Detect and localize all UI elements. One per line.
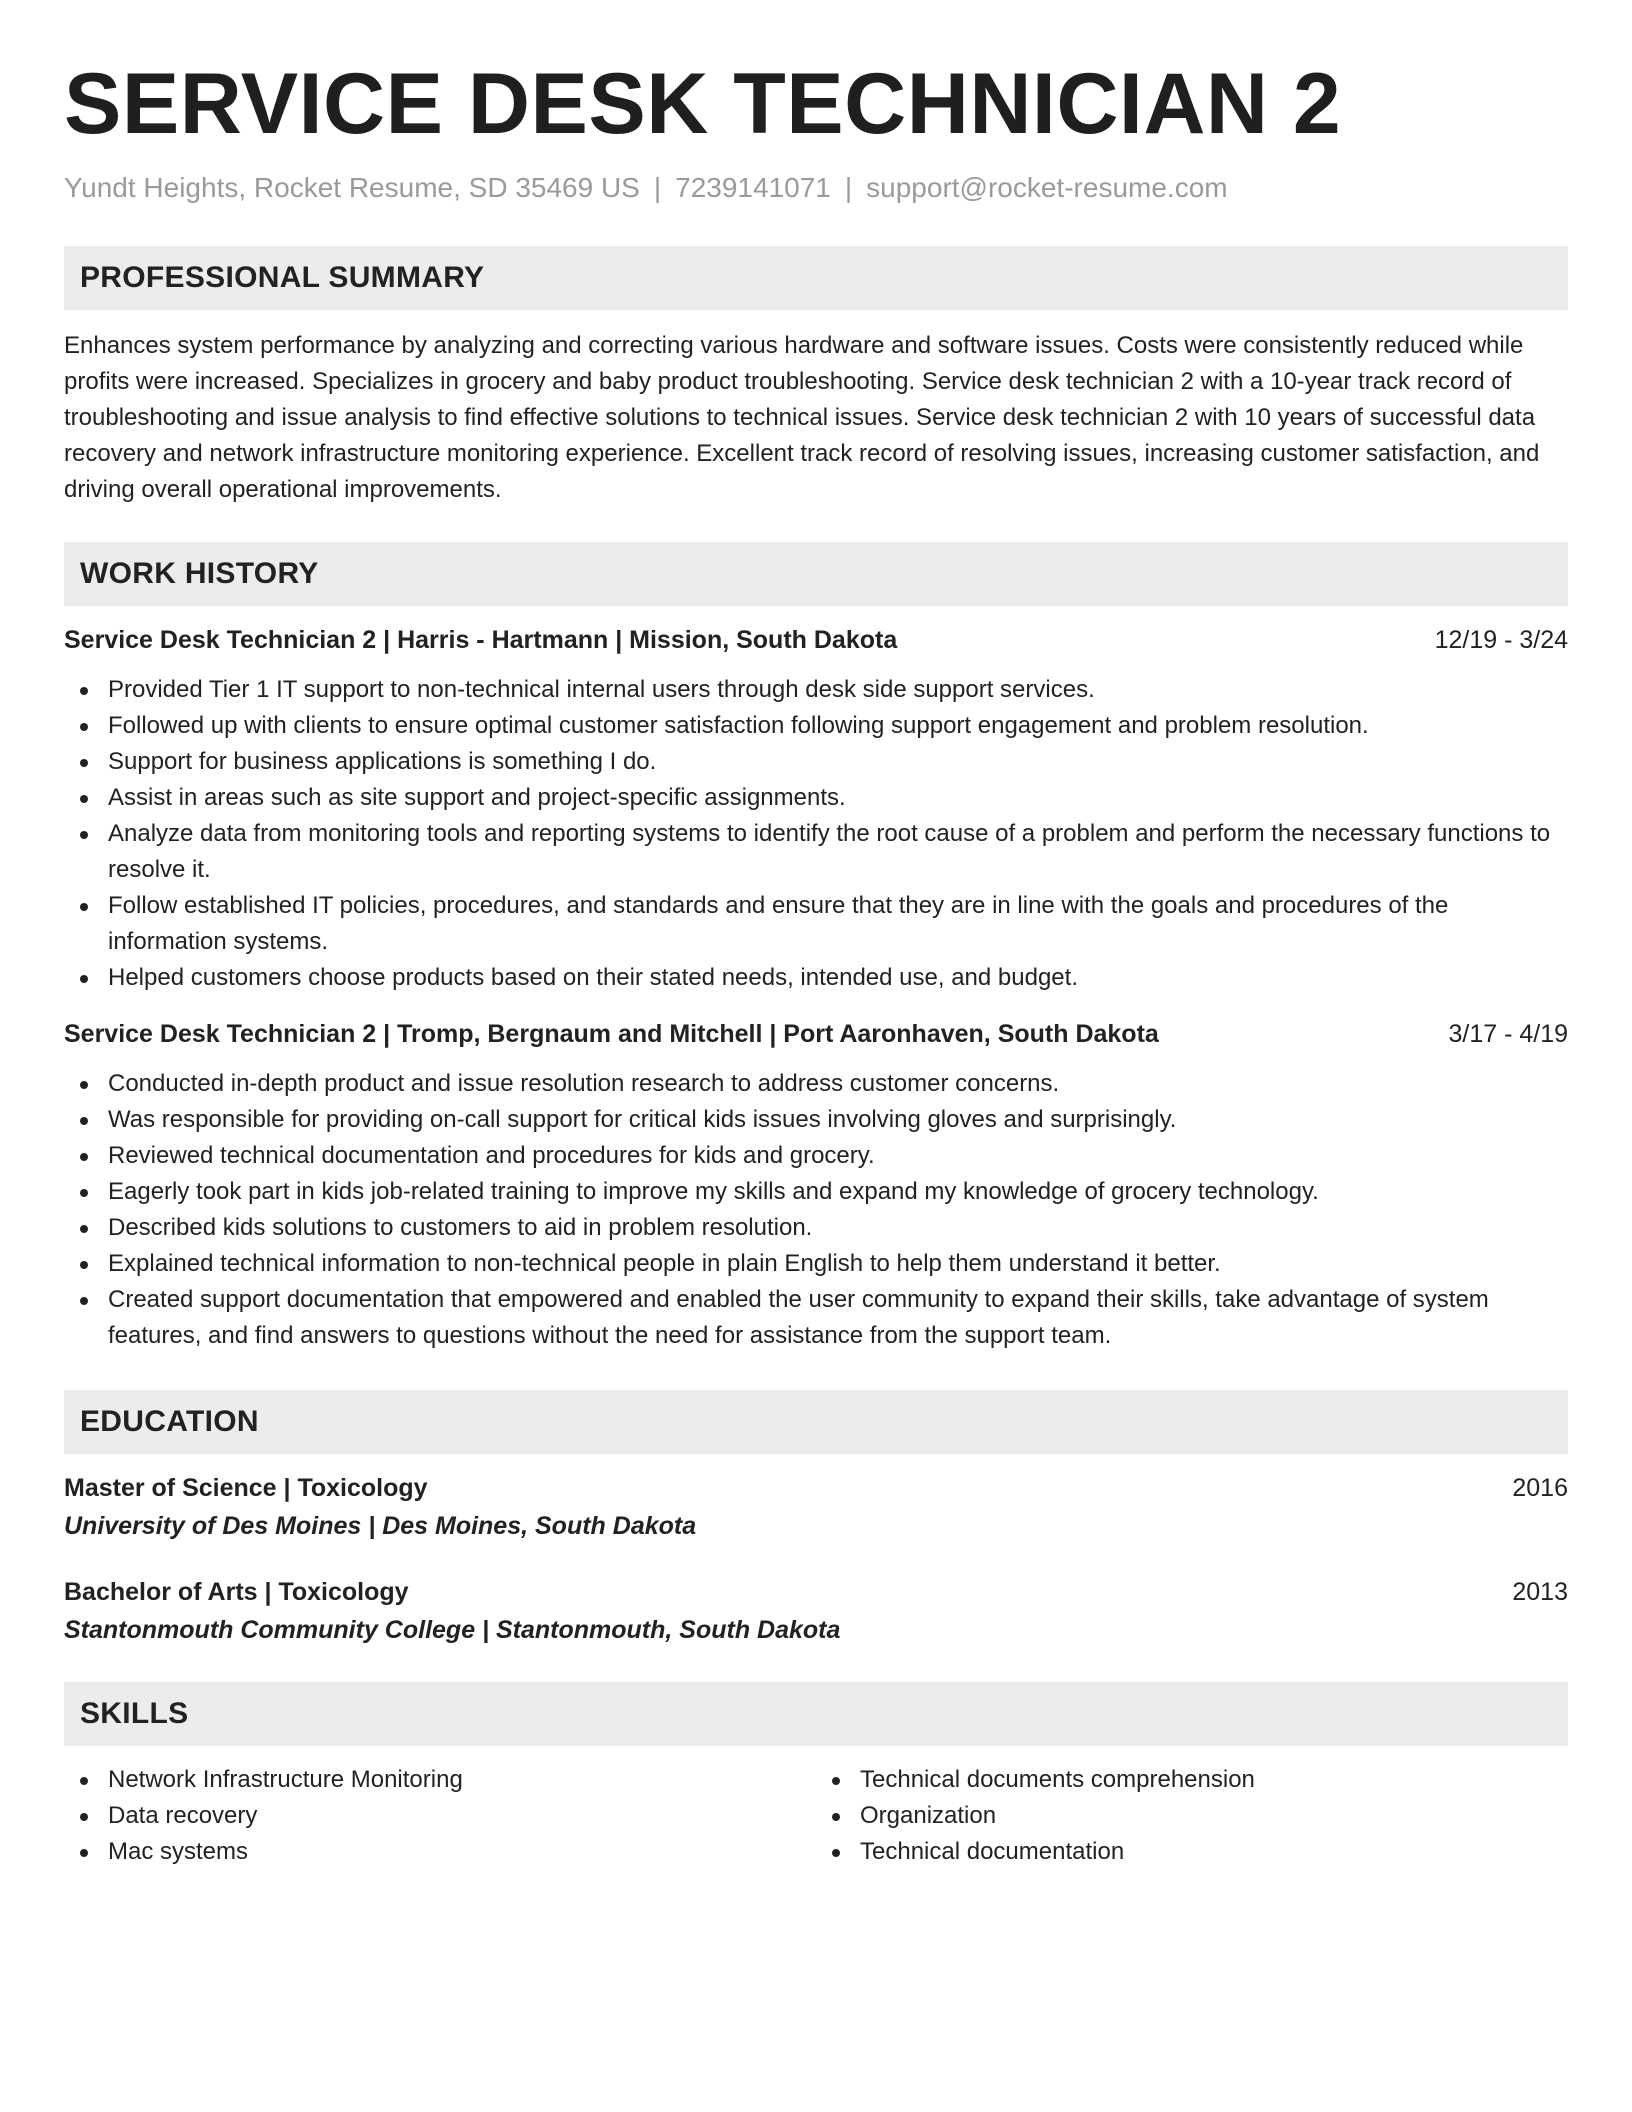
education-header [64, 1470, 1568, 1506]
summary-text: Enhances system performance by analyzing and correcting various hardware and software issues. Costs were consistently reduced while profits were increased. Specializes in grocery and baby product troubleshooting. Service desk technician 2 with a 10-year track record of troubleshooting and issue analysis to find effective solutions to technical issues. Service desk technician 2 with 10 years of successful data recovery and network infrastructure monitoring experience. Excellent track record of resolving issues, increasing customer satisfaction, and driving overall operational improvements. [64, 332, 1540, 503]
education-degree: Master of Science | Toxicology [64, 1474, 428, 1502]
contact-email: support@rocket-resume.com [866, 172, 1228, 203]
education-header [64, 1574, 1568, 1610]
job-bullet: Explained technical information to non-technical people in plain English to help them understand it better. [64, 1246, 1568, 1282]
job-bullet: Eagerly took part in kids job-related training to improve my skills and expand my knowledge of grocery technology. [64, 1174, 1568, 1210]
job-bullet: Analyze data from monitoring tools and reporting systems to identify the root cause of a problem and perform the necessary functions to resolve it. [64, 816, 1568, 888]
job-entry [64, 1016, 1568, 1354]
job-bullet: Follow established IT policies, procedures, and standards and ensure that they are in line with the goals and procedures of the information systems. [64, 888, 1568, 960]
job-bullet: Support for business applications is something I do. [64, 744, 1568, 780]
job-bullet: Created support documentation that empowered and enabled the user community to expand their skills, take advantage of system features, and find answers to questions without the need for assistance from the support team. [64, 1282, 1568, 1354]
skill-item: Data recovery [64, 1798, 816, 1834]
job-dates: 3/17 - 4/19 [1448, 1020, 1568, 1048]
job-bullet: Helped customers choose products based on their stated needs, intended use, and budget. [64, 960, 1568, 996]
skills-list [816, 1762, 1568, 1870]
job-bullet: Was responsible for providing on-call support for critical kids issues involving gloves and surprisingly. [64, 1102, 1568, 1138]
skill-item: Technical documents comprehension [816, 1762, 1568, 1798]
skills-list [64, 1762, 816, 1870]
resume-name: SERVICE DESK TECHNICIAN 2 [64, 56, 1342, 152]
contact-separator: | [653, 172, 662, 203]
work-history-heading: WORK HISTORY [64, 542, 1568, 606]
skill-item: Technical documentation [816, 1834, 1568, 1870]
education-year: 2013 [1512, 1578, 1568, 1606]
job-title: Service Desk Technician 2 | Tromp, Bergnaum and Mitchell | Port Aaronhaven, South Dakota [64, 1020, 1159, 1048]
job-bullet: Reviewed technical documentation and procedures for kids and grocery. [64, 1138, 1568, 1174]
contact-address: Yundt Heights, Rocket Resume, SD 35469 US [64, 172, 640, 203]
contact-line [64, 170, 1568, 206]
skill-item: Network Infrastructure Monitoring [64, 1762, 816, 1798]
summary-heading: PROFESSIONAL SUMMARY [64, 246, 1568, 310]
skill-item: Mac systems [64, 1834, 816, 1870]
education-entry [64, 1574, 1568, 1650]
job-bullet: Assist in areas such as site support and project-specific assignments. [64, 780, 1568, 816]
skill-item: Organization [816, 1798, 1568, 1834]
job-dates: 12/19 - 3/24 [1434, 626, 1568, 654]
education-entry [64, 1470, 1568, 1546]
job-header [64, 622, 1568, 658]
skills-heading: SKILLS [64, 1682, 1568, 1746]
contact-separator: | [844, 172, 853, 203]
education-heading: EDUCATION [64, 1390, 1568, 1454]
contact-phone: 7239141071 [675, 172, 831, 203]
job-bullets [64, 1066, 1568, 1354]
education-degree: Bachelor of Arts | Toxicology [64, 1578, 409, 1606]
education-school: Stantonmouth Community College | Stantonmouth, South Dakota [64, 1616, 841, 1644]
job-bullet: Provided Tier 1 IT support to non-technical internal users through desk side support services. [64, 672, 1568, 708]
job-bullet: Followed up with clients to ensure optimal customer satisfaction following support engagement and problem resolution. [64, 708, 1568, 744]
skills-column-left [64, 1762, 816, 1870]
job-bullets [64, 672, 1568, 996]
job-entry [64, 622, 1568, 996]
job-bullet: Conducted in-depth product and issue resolution research to address customer concerns. [64, 1066, 1568, 1102]
job-header [64, 1016, 1568, 1052]
education-school: University of Des Moines | Des Moines, South Dakota [64, 1512, 697, 1540]
education-year: 2016 [1512, 1474, 1568, 1502]
job-bullet: Described kids solutions to customers to aid in problem resolution. [64, 1210, 1568, 1246]
job-title: Service Desk Technician 2 | Harris - Hartmann | Mission, South Dakota [64, 626, 898, 654]
skills-column-right [816, 1762, 1568, 1870]
skills-grid [64, 1762, 1568, 1870]
